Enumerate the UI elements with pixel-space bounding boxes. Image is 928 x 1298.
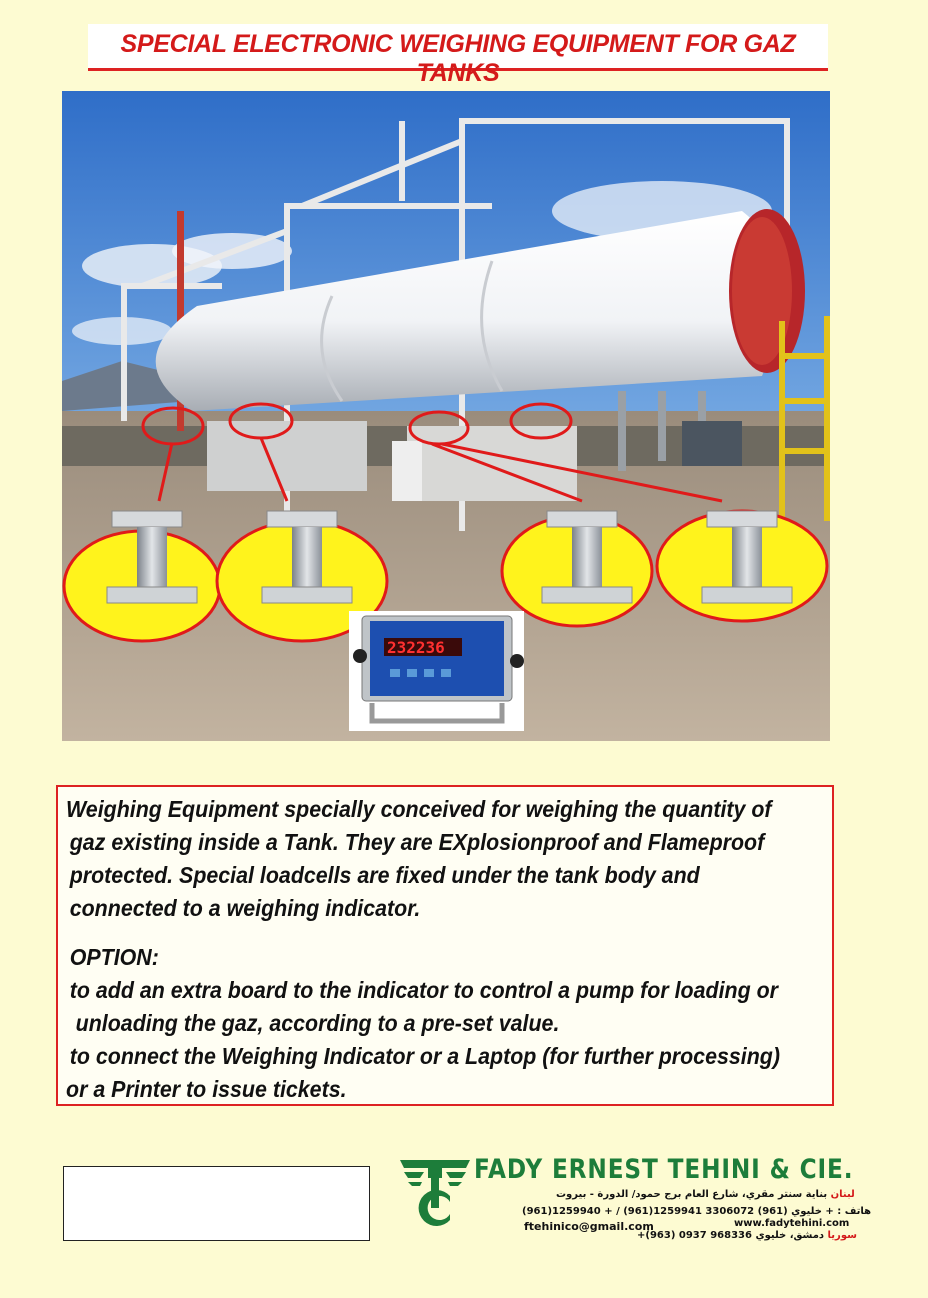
phone-label: هاتف : [837,1206,872,1217]
option-heading: OPTION: [69,944,159,970]
company-name: FADY ERNEST TEHINI & CIE. [474,1154,854,1185]
description-line: protected. Special loadcells are fixed under the tank body and [69,862,700,888]
address-line [556,1189,855,1200]
description-text [66,793,782,1106]
website[interactable]: www.fadytehini.com [734,1218,850,1229]
gas-tank-illustration [62,91,830,741]
syria-label: سوريا [827,1230,857,1241]
phone-line [522,1206,871,1217]
syria-line [637,1230,857,1241]
product-photo [62,91,830,741]
weighing-indicator [349,611,524,731]
email[interactable]: ftehinico@gmail.com [524,1220,654,1233]
indicator-display: 232236 [387,638,445,657]
description-line: Weighing Equipment specially conceived for weighing the quantity of [66,796,772,822]
description-line: connected to a weighing indicator. [69,895,421,921]
page-title: SPECIAL ELECTRONIC WEIGHING EQUIPMENT FOR GAZ TANKS [120,30,796,87]
option-line: to add an extra board to the indicator to control a pump for loading or [69,977,778,1003]
address: بناية سنتر مقري، شارع العام برج حمود/ الدورة - بيروت [556,1189,828,1200]
title-banner [88,24,828,87]
option-line: to connect the Weighing Indicator or a Laptop (for further processing) [69,1043,780,1069]
company-logo [398,1156,472,1226]
option-line: or a Printer to issue tickets. [66,1076,347,1102]
phones: (961)1259940 + / (961)1259941 خليوي (961) 3306072 + [522,1206,834,1217]
description-line: gaz existing inside a Tank. They are EXplosionproof and Flameproof [69,829,765,855]
address-label: لبنان [830,1189,855,1200]
blank-stamp-box [63,1166,370,1241]
syria-phone: دمشق، خليوي 968336 0937 (963)+ [637,1230,825,1241]
option-line: unloading the gaz, according to a pre-set value. [69,1010,560,1036]
description-box [56,785,834,1106]
